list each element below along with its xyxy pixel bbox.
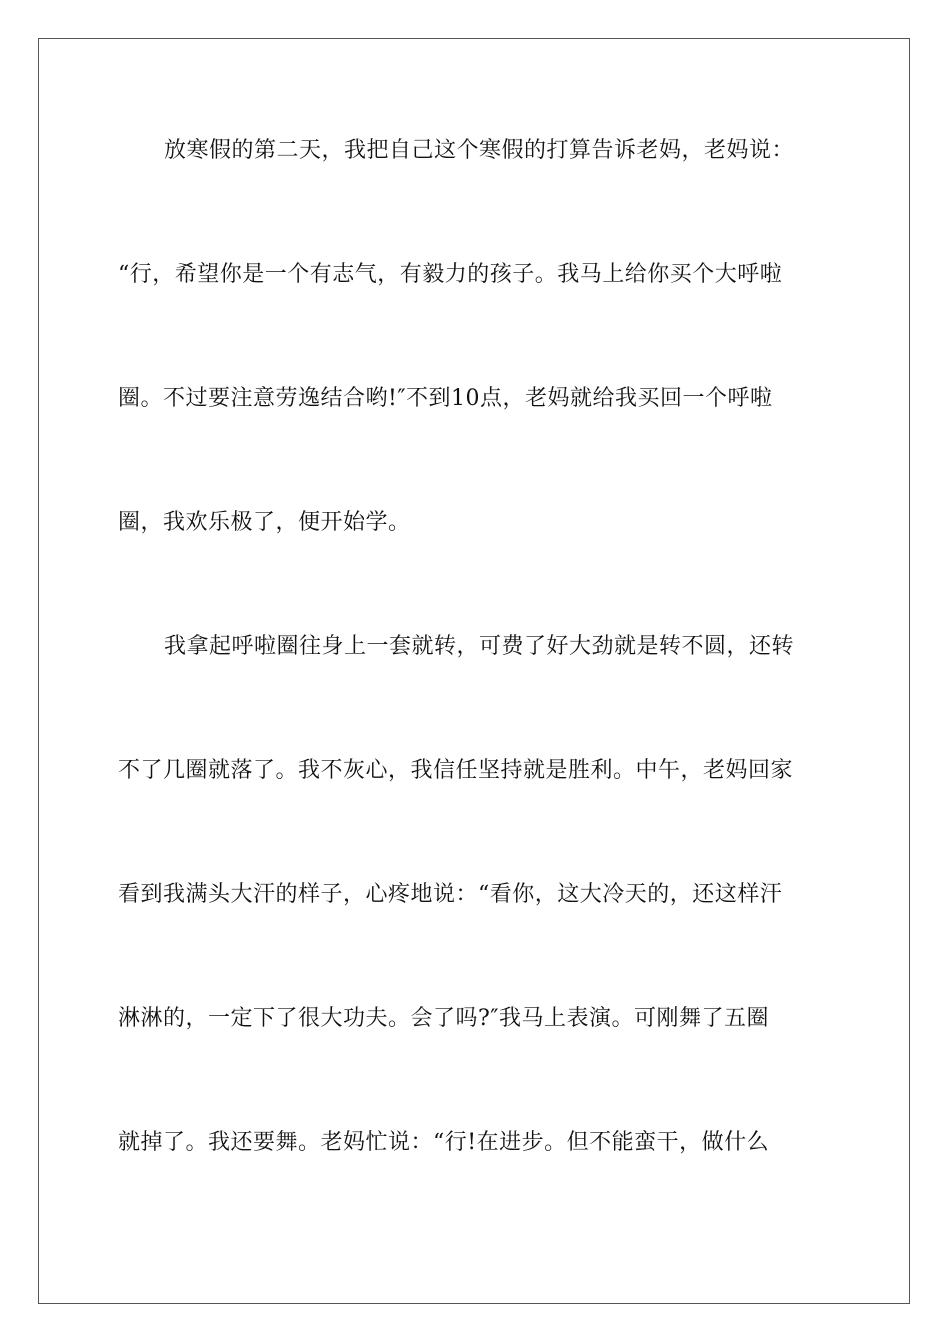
paragraph-2-line-3: 看到我满头大汗的样子，心疼地说：“看你，这大冷天的，还这样汗	[118, 882, 783, 907]
paragraph-1-line-4: 圈，我欢乐极了，便开始学。	[118, 510, 411, 535]
page-frame	[38, 38, 910, 1304]
paragraph-2-line-2: 不了几圈就落了。我不灰心，我信任坚持就是胜利。中午，老妈回家	[118, 758, 794, 783]
paragraph-1-line-2: “行，希望你是一个有志气，有毅力的孩子。我马上给你买个大呼啦	[118, 262, 783, 287]
paragraph-2-line-4: 淋淋的，一定下了很大功夫。会了吗?″我马上表演。可刚舞了五圈	[118, 1006, 770, 1031]
paragraph-1-line-1: 放寒假的第二天，我把自己这个寒假的打算告诉老妈，老妈说：	[164, 138, 795, 163]
paragraph-1-line-3: 圈。不过要注意劳逸结合哟!″不到10点，老妈就给我买回一个呼啦	[118, 386, 773, 411]
paragraph-2-line-1: 我拿起呼啦圈往身上一套就转，可费了好大劲就是转不圆，还转	[164, 634, 795, 659]
paragraph-2-line-5: 就掉了。我还要舞。老妈忙说：“行!在进步。但不能蛮干，做什么	[118, 1130, 770, 1155]
